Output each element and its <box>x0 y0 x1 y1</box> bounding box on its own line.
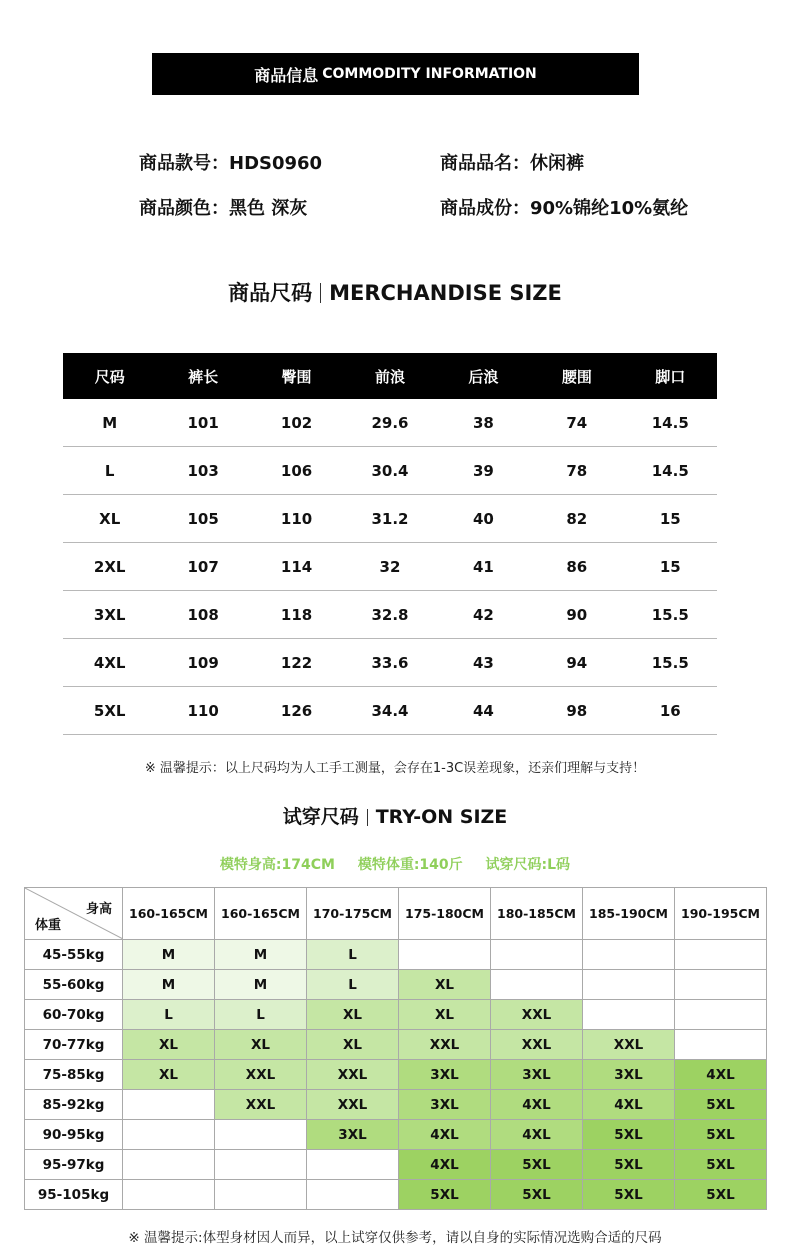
tryon-size-cell: 5XL <box>399 1180 491 1210</box>
info-color: 商品颜色：黑色 深灰 <box>139 198 308 219</box>
tryon-header-row <box>25 888 767 940</box>
tryon-size-cell <box>399 940 491 970</box>
tryon-size-cell: XXL <box>491 1000 583 1030</box>
size-value-cell: 14.5 <box>624 399 717 447</box>
tryon-title-en: TRY-ON SIZE <box>375 806 508 828</box>
size-header-cell: 臀围 <box>250 353 343 399</box>
tryon-size-cell <box>215 1180 307 1210</box>
tryon-size-cell: M <box>123 940 215 970</box>
weight-range-cell: 95-97kg <box>25 1150 123 1180</box>
size-value-cell: 82 <box>530 495 623 543</box>
tryon-size-cell <box>675 940 767 970</box>
size-value-cell: 32.8 <box>343 591 436 639</box>
tryon-size-cell: L <box>307 970 399 1000</box>
size-header-cell: 脚口 <box>624 353 717 399</box>
tryon-size-cell: XL <box>123 1030 215 1060</box>
size-value-cell: 41 <box>437 543 530 591</box>
size-value-cell: 114 <box>250 543 343 591</box>
weight-range-cell: 85-92kg <box>25 1090 123 1120</box>
tryon-row <box>25 940 767 970</box>
tryon-size-cell: XXL <box>215 1060 307 1090</box>
size-value-cell: 98 <box>530 687 623 735</box>
weight-range-cell: 90-95kg <box>25 1120 123 1150</box>
model-tryon-size: 试穿尺码:L码 <box>485 857 571 873</box>
size-value-cell: 31.2 <box>343 495 436 543</box>
tryon-size-cell: 4XL <box>399 1120 491 1150</box>
info-product-name: 商品品名：休闲裤 <box>440 153 584 174</box>
model-info-line <box>0 854 790 874</box>
tryon-size-cell: XL <box>307 1030 399 1060</box>
size-value-cell: 109 <box>156 639 249 687</box>
size-value-cell: 15.5 <box>624 591 717 639</box>
size-header-cell: 后浪 <box>437 353 530 399</box>
weight-range-cell: 45-55kg <box>25 940 123 970</box>
info-style-no: 商品款号：HDS0960 <box>139 153 323 174</box>
title-divider <box>320 283 321 303</box>
size-header-cell: 腰围 <box>530 353 623 399</box>
size-value-cell: 14.5 <box>624 447 717 495</box>
tryon-size-cell <box>215 1120 307 1150</box>
size-value-cell: 16 <box>624 687 717 735</box>
height-range-header: 190-195CM <box>675 888 767 940</box>
tryon-size-cell <box>491 970 583 1000</box>
tryon-size-cell: XXL <box>399 1030 491 1060</box>
tryon-size-cell: 3XL <box>399 1060 491 1090</box>
tryon-size-cell <box>583 970 675 1000</box>
tryon-size-cell: 4XL <box>675 1060 767 1090</box>
tryon-row <box>25 1180 767 1210</box>
tryon-size-cell <box>583 940 675 970</box>
weight-range-cell: 70-77kg <box>25 1030 123 1060</box>
height-range-header: 160-165CM <box>215 888 307 940</box>
tryon-size-cell: XXL <box>583 1030 675 1060</box>
tryon-size-cell: XL <box>399 1000 491 1030</box>
tryon-size-cell: M <box>215 970 307 1000</box>
tryon-size-cell: 5XL <box>491 1150 583 1180</box>
banner-title-cn: 商品信息 <box>254 65 319 85</box>
size-value-cell: 90 <box>530 591 623 639</box>
size-value-cell: 110 <box>250 495 343 543</box>
size-table-row <box>63 687 717 735</box>
tryon-size-cell: 5XL <box>583 1120 675 1150</box>
info-material: 商品成份：90%锦纶10%氨纶 <box>440 198 689 219</box>
size-table-header-row <box>63 353 717 399</box>
size-value-cell: 74 <box>530 399 623 447</box>
size-value-cell: 103 <box>156 447 249 495</box>
size-label-cell: 2XL <box>63 543 156 591</box>
tryon-size-cell: 5XL <box>491 1180 583 1210</box>
weight-range-cell: 55-60kg <box>25 970 123 1000</box>
tryon-title-cn: 试穿尺码 <box>282 806 359 828</box>
size-table-row <box>63 639 717 687</box>
tryon-row <box>25 1120 767 1150</box>
tryon-size-cell: XXL <box>307 1060 399 1090</box>
size-value-cell: 30.4 <box>343 447 436 495</box>
tryon-row <box>25 1090 767 1120</box>
size-value-cell: 78 <box>530 447 623 495</box>
corner-weight-label: 体重 <box>35 918 62 933</box>
height-range-header: 160-165CM <box>123 888 215 940</box>
size-title-cn: 商品尺码 <box>228 281 313 305</box>
tryon-note: ※ 温馨提示:体型身材因人而异，以上试穿仅供参考，请以自身的实际情况选购合适的尺码 <box>128 1230 662 1246</box>
weight-range-cell: 95-105kg <box>25 1180 123 1210</box>
size-section-title <box>0 277 790 307</box>
size-table-row <box>63 447 717 495</box>
tryon-row <box>25 1150 767 1180</box>
tryon-size-cell: XL <box>123 1060 215 1090</box>
height-range-header: 175-180CM <box>399 888 491 940</box>
tryon-size-cell <box>491 940 583 970</box>
size-value-cell: 106 <box>250 447 343 495</box>
size-value-cell: 33.6 <box>343 639 436 687</box>
model-height: 模特身高:174CM <box>219 857 335 873</box>
size-value-cell: 122 <box>250 639 343 687</box>
size-table-row <box>63 543 717 591</box>
tryon-size-cell: 4XL <box>491 1090 583 1120</box>
tryon-size-cell: 5XL <box>583 1180 675 1210</box>
tryon-size-cell <box>675 1030 767 1060</box>
height-range-header: 170-175CM <box>307 888 399 940</box>
tryon-section-title <box>0 802 790 829</box>
tryon-size-cell: 4XL <box>491 1120 583 1150</box>
tryon-row <box>25 1060 767 1090</box>
tryon-size-cell <box>123 1090 215 1120</box>
weight-range-cell: 60-70kg <box>25 1000 123 1030</box>
tryon-size-cell: M <box>215 940 307 970</box>
tryon-size-cell: XL <box>307 1000 399 1030</box>
tryon-size-cell: 3XL <box>491 1060 583 1090</box>
size-value-cell: 102 <box>250 399 343 447</box>
tryon-size-cell: L <box>123 1000 215 1030</box>
tryon-size-cell <box>123 1180 215 1210</box>
size-header-cell: 前浪 <box>343 353 436 399</box>
tryon-corner-cell <box>25 888 123 940</box>
height-range-header: 180-185CM <box>491 888 583 940</box>
size-value-cell: 86 <box>530 543 623 591</box>
tryon-size-cell <box>123 1120 215 1150</box>
size-value-cell: 15.5 <box>624 639 717 687</box>
tryon-size-cell: L <box>215 1000 307 1030</box>
tryon-size-cell: 5XL <box>583 1150 675 1180</box>
tryon-size-cell <box>215 1150 307 1180</box>
tryon-size-cell: 5XL <box>675 1090 767 1120</box>
size-value-cell: 39 <box>437 447 530 495</box>
tryon-size-cell: XL <box>399 970 491 1000</box>
banner-title-en: COMMODITY INFORMATION <box>322 66 537 82</box>
size-table-row <box>63 591 717 639</box>
size-value-cell: 110 <box>156 687 249 735</box>
size-value-cell: 44 <box>437 687 530 735</box>
tryon-size-cell: 5XL <box>675 1150 767 1180</box>
tryon-size-cell: XXL <box>215 1090 307 1120</box>
corner-height-label: 身高 <box>85 902 112 917</box>
tryon-size-cell <box>675 1000 767 1030</box>
size-table <box>63 353 717 735</box>
size-label-cell: 3XL <box>63 591 156 639</box>
size-label-cell: L <box>63 447 156 495</box>
commodity-info-banner <box>152 53 639 95</box>
size-header-cell: 裤长 <box>156 353 249 399</box>
tryon-size-cell: M <box>123 970 215 1000</box>
tryon-size-cell: XXL <box>491 1030 583 1060</box>
size-value-cell: 108 <box>156 591 249 639</box>
size-table-row <box>63 495 717 543</box>
size-value-cell: 42 <box>437 591 530 639</box>
tryon-size-cell: 5XL <box>675 1120 767 1150</box>
size-label-cell: 5XL <box>63 687 156 735</box>
size-value-cell: 38 <box>437 399 530 447</box>
size-value-cell: 40 <box>437 495 530 543</box>
tryon-size-cell <box>675 970 767 1000</box>
size-value-cell: 34.4 <box>343 687 436 735</box>
tryon-row <box>25 970 767 1000</box>
tryon-size-cell: 4XL <box>399 1150 491 1180</box>
size-label-cell: XL <box>63 495 156 543</box>
tryon-size-cell <box>307 1150 399 1180</box>
size-value-cell: 107 <box>156 543 249 591</box>
tryon-size-cell <box>307 1180 399 1210</box>
size-value-cell: 126 <box>250 687 343 735</box>
tryon-size-cell: 5XL <box>675 1180 767 1210</box>
size-table-row <box>63 399 717 447</box>
tryon-row <box>25 1000 767 1030</box>
size-value-cell: 94 <box>530 639 623 687</box>
tryon-size-cell <box>123 1150 215 1180</box>
height-range-header: 185-190CM <box>583 888 675 940</box>
size-title-en: MERCHANDISE SIZE <box>329 281 562 305</box>
tryon-table <box>24 887 767 1210</box>
size-value-cell: 105 <box>156 495 249 543</box>
size-value-cell: 15 <box>624 543 717 591</box>
tryon-size-cell: 3XL <box>399 1090 491 1120</box>
tryon-size-cell: XL <box>215 1030 307 1060</box>
tryon-size-cell: 4XL <box>583 1090 675 1120</box>
tryon-size-cell: 3XL <box>583 1060 675 1090</box>
tryon-size-cell <box>583 1000 675 1030</box>
tryon-size-cell: XXL <box>307 1090 399 1120</box>
tryon-size-cell: 3XL <box>307 1120 399 1150</box>
size-value-cell: 101 <box>156 399 249 447</box>
size-value-cell: 43 <box>437 639 530 687</box>
measurement-note: ※ 温馨提示：以上尺码均为人工手工测量，会存在1-3C误差现象，还亲们理解与支持！ <box>144 761 646 776</box>
size-label-cell: M <box>63 399 156 447</box>
size-value-cell: 118 <box>250 591 343 639</box>
size-value-cell: 15 <box>624 495 717 543</box>
tryon-size-cell: L <box>307 940 399 970</box>
size-label-cell: 4XL <box>63 639 156 687</box>
title-divider <box>367 809 368 826</box>
weight-range-cell: 75-85kg <box>25 1060 123 1090</box>
size-value-cell: 29.6 <box>343 399 436 447</box>
tryon-row <box>25 1030 767 1060</box>
model-weight: 模特体重:140斤 <box>357 857 463 873</box>
size-value-cell: 32 <box>343 543 436 591</box>
size-header-cell: 尺码 <box>63 353 156 399</box>
